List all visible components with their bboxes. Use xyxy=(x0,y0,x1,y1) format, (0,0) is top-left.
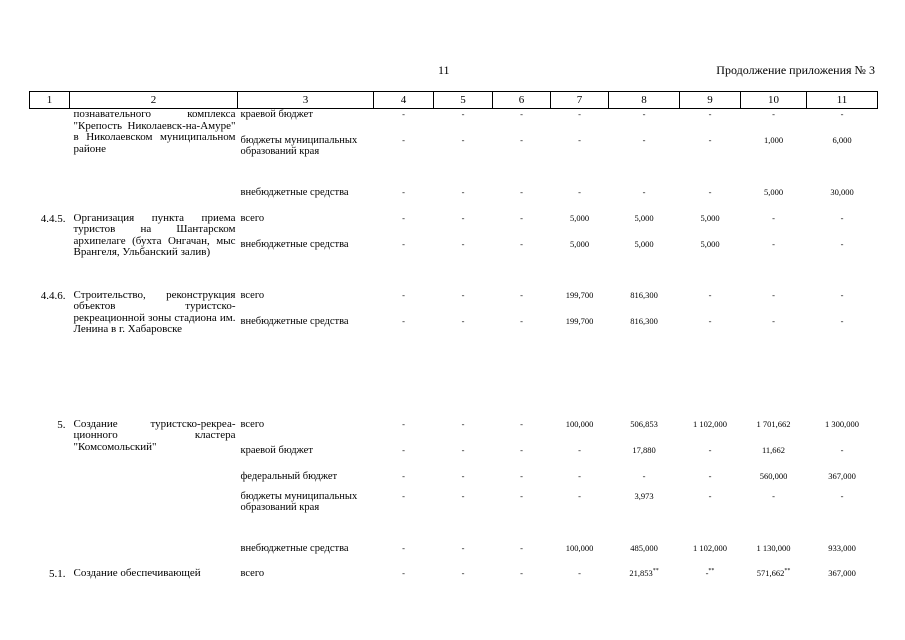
value-cell xyxy=(609,135,680,187)
value-cell xyxy=(551,491,609,543)
value-text: - xyxy=(708,490,712,501)
value-cell xyxy=(551,239,609,290)
value-text: - xyxy=(402,109,405,119)
column-header: 4 xyxy=(374,92,434,109)
value-text: 5,000 xyxy=(763,186,784,197)
value-text: - xyxy=(705,567,709,578)
value-cell xyxy=(680,187,741,213)
value-text: 5,000 xyxy=(700,238,720,249)
value-text: - xyxy=(520,444,523,455)
value-text: - xyxy=(520,315,523,326)
value-text: 5,000 xyxy=(569,212,590,223)
value-text: - xyxy=(772,212,775,223)
value-text: - xyxy=(461,315,465,326)
column-header: 11 xyxy=(807,92,878,109)
value-text: 100,000 xyxy=(565,418,594,429)
value-cell xyxy=(434,109,493,135)
value-text: 30,000 xyxy=(830,186,854,197)
value-text: - xyxy=(642,470,646,481)
funding-source: бюджеты муниципальных образований края xyxy=(240,134,358,157)
value-cell xyxy=(741,109,807,135)
funding-source: всего xyxy=(240,418,265,430)
value-text: 11,662 xyxy=(761,444,786,455)
value-cell xyxy=(680,239,741,290)
value-text: - xyxy=(402,444,405,455)
item-name: Создание обеспечивающей xyxy=(73,566,201,579)
value-text: 5,000 xyxy=(700,212,720,223)
value-cell xyxy=(434,471,493,491)
value-cell xyxy=(807,187,878,213)
value-text: 199,700 xyxy=(565,315,594,326)
value-text: - xyxy=(520,212,523,223)
column-header: 8 xyxy=(609,92,680,109)
value-cell xyxy=(374,491,434,543)
value-text: - xyxy=(772,109,775,119)
value-cell xyxy=(609,419,680,445)
column-header: 1 xyxy=(30,92,70,109)
value-text: - xyxy=(708,186,712,197)
value-text: - xyxy=(520,490,523,501)
value-cell xyxy=(493,568,551,588)
value-cell xyxy=(493,187,551,213)
value-text: - xyxy=(578,567,581,578)
value-cell xyxy=(741,471,807,491)
value-text: - xyxy=(708,134,712,145)
value-text: - xyxy=(578,109,581,119)
value-cell xyxy=(434,290,493,316)
value-text: 816,300 xyxy=(630,289,658,300)
item-code: 5.1. xyxy=(49,567,66,580)
value-text: 485,000 xyxy=(630,542,658,553)
value-text: 5,000 xyxy=(569,238,590,249)
value-text: - xyxy=(578,186,581,197)
value-text: - xyxy=(578,490,581,501)
value-cell xyxy=(493,290,551,316)
value-cell xyxy=(807,213,878,239)
value-cell xyxy=(741,445,807,471)
value-cell xyxy=(551,187,609,213)
value-cell xyxy=(680,419,741,445)
budget-table xyxy=(29,91,878,588)
value-text: - xyxy=(461,289,465,300)
value-text: 199,700 xyxy=(565,289,594,300)
funding-source: внебюджетные средства xyxy=(240,186,349,198)
value-cell xyxy=(807,135,878,187)
funding-source: всего xyxy=(240,289,265,301)
value-text: 1 102,000 xyxy=(693,418,727,429)
value-cell xyxy=(493,109,551,135)
value-text: - xyxy=(402,289,405,300)
value-cell xyxy=(374,568,434,588)
funding-source: федеральный бюджет xyxy=(240,470,338,482)
value-cell xyxy=(374,239,434,290)
footnote-mark: ** xyxy=(708,567,715,574)
value-text: 100,000 xyxy=(565,542,594,553)
value-text: - xyxy=(461,444,465,455)
value-text: - xyxy=(461,212,465,223)
value-text: - xyxy=(520,542,523,553)
value-cell xyxy=(434,543,493,568)
value-text: - xyxy=(708,444,712,455)
column-header: 9 xyxy=(680,92,741,109)
value-text: 5,000 xyxy=(634,212,654,223)
value-cell xyxy=(374,471,434,491)
value-cell xyxy=(807,316,878,419)
value-cell xyxy=(434,187,493,213)
value-text: - xyxy=(402,542,405,553)
value-text: 21,853 xyxy=(629,567,653,578)
value-text: 5,000 xyxy=(634,238,654,249)
value-text: 933,000 xyxy=(828,542,856,553)
value-cell xyxy=(609,568,680,588)
column-header: 2 xyxy=(70,92,238,109)
page-number: 11 xyxy=(438,63,450,77)
value-cell xyxy=(493,491,551,543)
value-cell xyxy=(609,213,680,239)
value-text: - xyxy=(840,315,844,326)
item-name: Организация пункта приема туристов на Шантарском архипелаге (бухта Онгачан, мыс Врангеля, Ульбанский залив) xyxy=(73,211,236,258)
value-cell xyxy=(551,445,609,471)
value-cell xyxy=(609,239,680,290)
value-text: 1 701,662 xyxy=(756,418,791,429)
value-cell xyxy=(609,109,680,135)
value-cell xyxy=(741,290,807,316)
table-row xyxy=(30,568,878,588)
value-cell xyxy=(434,445,493,471)
value-cell xyxy=(374,543,434,568)
value-cell xyxy=(609,290,680,316)
value-text: 571,662 xyxy=(756,567,785,578)
value-cell xyxy=(374,187,434,213)
footnote-mark: ** xyxy=(784,567,791,574)
value-text: - xyxy=(520,289,523,300)
footnote-mark: ** xyxy=(652,567,659,574)
value-cell xyxy=(741,568,807,588)
value-cell xyxy=(680,568,741,588)
value-text: - xyxy=(402,134,405,145)
value-text: - xyxy=(402,470,405,481)
item-code xyxy=(30,109,70,213)
column-header: 5 xyxy=(434,92,493,109)
value-cell xyxy=(374,213,434,239)
value-cell xyxy=(609,491,680,543)
value-text: - xyxy=(520,470,523,481)
value-text: - xyxy=(402,567,405,578)
item-name: Создание туристско-рекреа-ционного кластера "Комсомольский" xyxy=(73,417,236,453)
value-cell xyxy=(493,419,551,445)
value-text: - xyxy=(402,238,405,249)
value-cell xyxy=(374,290,434,316)
value-cell xyxy=(680,491,741,543)
funding-source: внебюджетные средства xyxy=(240,238,349,250)
column-header: 10 xyxy=(741,92,807,109)
value-cell xyxy=(807,543,878,568)
value-text: - xyxy=(520,418,523,429)
value-text: - xyxy=(772,315,775,326)
value-text: - xyxy=(520,186,523,197)
value-cell xyxy=(551,568,609,588)
value-cell xyxy=(609,316,680,419)
item-name: Строительство, реконструкция объектов туристско-рекреационной зоны стадиона им. Ленина в г. Хабаровске xyxy=(73,288,236,335)
value-text: - xyxy=(461,134,465,145)
value-cell xyxy=(680,109,741,135)
value-cell xyxy=(551,471,609,491)
value-cell xyxy=(741,239,807,290)
value-cell xyxy=(741,543,807,568)
value-text: 3,973 xyxy=(634,490,654,501)
value-cell xyxy=(680,316,741,419)
value-text: - xyxy=(402,315,405,326)
value-cell xyxy=(680,213,741,239)
item-code: 4.4.5. xyxy=(40,212,66,225)
value-text: - xyxy=(461,470,465,481)
value-cell xyxy=(493,471,551,491)
value-cell xyxy=(493,135,551,187)
item-code: 4.4.6. xyxy=(40,289,66,302)
value-cell xyxy=(493,239,551,290)
value-cell xyxy=(807,491,878,543)
value-text: 560,000 xyxy=(759,470,788,481)
value-cell xyxy=(741,187,807,213)
value-text: - xyxy=(708,470,712,481)
column-header: 3 xyxy=(238,92,374,109)
value-text: - xyxy=(642,109,646,119)
value-cell xyxy=(434,213,493,239)
funding-source: бюджеты муниципальных образований края xyxy=(240,490,358,513)
value-text: - xyxy=(578,470,581,481)
value-text: - xyxy=(461,186,465,197)
value-text: - xyxy=(840,212,844,223)
appendix-continuation-label: Продолжение приложения № 3 xyxy=(716,63,875,77)
value-cell xyxy=(741,135,807,187)
value-cell xyxy=(551,109,609,135)
value-cell xyxy=(551,290,609,316)
value-cell xyxy=(807,568,878,588)
table-row xyxy=(30,290,878,316)
value-cell xyxy=(609,445,680,471)
value-cell xyxy=(741,419,807,445)
value-cell xyxy=(434,491,493,543)
value-text: 1 300,000 xyxy=(825,418,859,429)
funding-source: внебюджетные средства xyxy=(240,315,349,327)
value-text: 1 130,000 xyxy=(756,542,791,553)
funding-source: краевой бюджет xyxy=(240,444,313,456)
value-cell xyxy=(551,419,609,445)
value-cell xyxy=(551,213,609,239)
value-cell xyxy=(551,543,609,568)
table-row xyxy=(30,419,878,445)
value-cell xyxy=(807,419,878,445)
value-text: - xyxy=(461,238,465,249)
column-number-row xyxy=(30,92,878,109)
value-text: - xyxy=(840,109,844,119)
column-header: 6 xyxy=(493,92,551,109)
value-text: - xyxy=(708,109,712,119)
value-text: - xyxy=(402,418,405,429)
value-text: - xyxy=(402,490,405,501)
value-text: 367,000 xyxy=(828,470,856,481)
item-code: 5. xyxy=(57,418,66,431)
value-cell xyxy=(551,135,609,187)
table-body xyxy=(30,109,878,588)
value-text: - xyxy=(461,109,465,119)
value-cell xyxy=(807,445,878,471)
value-cell xyxy=(434,135,493,187)
value-text: - xyxy=(520,238,523,249)
value-cell xyxy=(680,135,741,187)
funding-source: внебюджетные средства xyxy=(240,542,349,554)
value-cell xyxy=(807,290,878,316)
value-cell xyxy=(551,316,609,419)
value-text: - xyxy=(402,212,405,223)
value-cell xyxy=(741,491,807,543)
value-text: - xyxy=(840,238,844,249)
value-cell xyxy=(680,543,741,568)
value-cell xyxy=(680,445,741,471)
value-text: - xyxy=(772,238,775,249)
value-cell xyxy=(807,471,878,491)
value-cell xyxy=(741,316,807,419)
value-cell xyxy=(374,445,434,471)
value-cell xyxy=(741,213,807,239)
value-cell xyxy=(609,543,680,568)
funding-source: всего xyxy=(240,567,265,579)
table-row xyxy=(30,213,878,239)
value-text: - xyxy=(642,134,646,145)
item-name: познавательного комплекса "Крепость Николаевск-на-Амуре" в Николаевском муниципальном районе xyxy=(73,108,236,155)
table-row xyxy=(30,109,878,135)
value-text: - xyxy=(772,490,775,501)
value-text: 1,000 xyxy=(763,134,784,145)
value-text: - xyxy=(578,444,581,455)
value-text: - xyxy=(461,490,465,501)
value-cell xyxy=(493,213,551,239)
value-cell xyxy=(374,316,434,419)
value-cell xyxy=(807,109,878,135)
value-cell xyxy=(680,471,741,491)
value-cell xyxy=(493,445,551,471)
value-text: - xyxy=(840,444,844,455)
value-text: 367,000 xyxy=(828,567,856,578)
value-text: - xyxy=(772,289,775,300)
value-text: - xyxy=(402,186,405,197)
column-header: 7 xyxy=(551,92,609,109)
value-cell xyxy=(374,135,434,187)
value-text: 6,000 xyxy=(832,134,852,145)
value-text: - xyxy=(578,134,581,145)
value-cell xyxy=(434,239,493,290)
value-cell xyxy=(374,109,434,135)
value-cell xyxy=(807,239,878,290)
value-cell xyxy=(434,419,493,445)
value-text: 1 102,000 xyxy=(693,542,727,553)
value-text: - xyxy=(708,289,712,300)
value-cell xyxy=(609,471,680,491)
value-cell xyxy=(374,419,434,445)
value-text: - xyxy=(642,186,646,197)
value-text: 506,853 xyxy=(630,418,658,429)
value-text: - xyxy=(708,315,712,326)
value-text: - xyxy=(461,542,465,553)
value-text: - xyxy=(520,109,523,119)
value-cell xyxy=(609,187,680,213)
funding-source: краевой бюджет xyxy=(240,109,313,120)
value-text: - xyxy=(461,418,465,429)
funding-source: всего xyxy=(240,212,265,224)
value-text: - xyxy=(840,289,844,300)
value-cell xyxy=(493,543,551,568)
value-text: - xyxy=(840,490,844,501)
value-text: - xyxy=(520,567,523,578)
value-text: - xyxy=(461,567,465,578)
value-text: 816,300 xyxy=(630,315,658,326)
value-cell xyxy=(434,316,493,419)
value-text: - xyxy=(520,134,523,145)
value-cell xyxy=(493,316,551,419)
value-text: 17,880 xyxy=(632,444,656,455)
value-cell xyxy=(680,290,741,316)
value-cell xyxy=(434,568,493,588)
